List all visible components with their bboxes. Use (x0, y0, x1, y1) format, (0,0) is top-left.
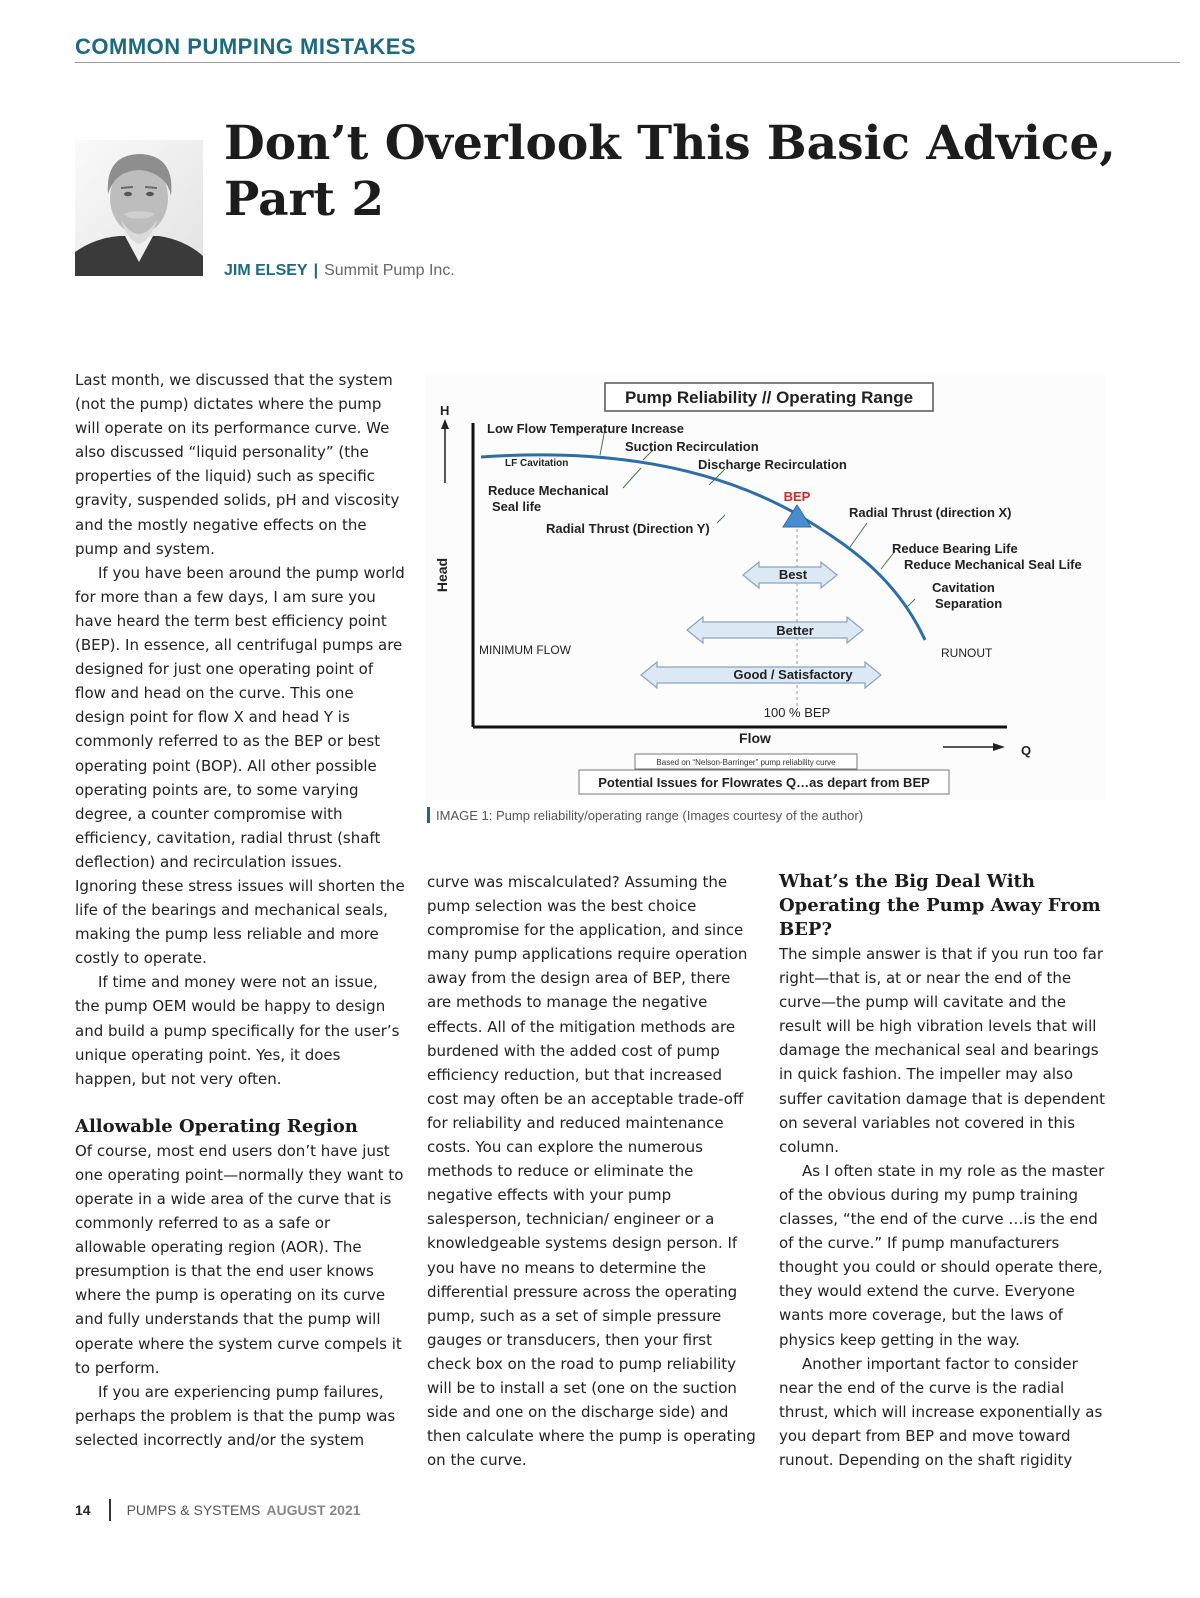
publication-name: PUMPS & SYSTEMS (126, 1502, 261, 1518)
paragraph: If you have been around the pump world for more than a few days, I am sure you have heard the term best efficiency point (BEP). In essence, all centrifugal pumps are designed for just one operating point of flow and head on the curve. This one design point for flow X and head Y is commonly referred to as the BEP or best operating point (BOP). All other possible operating points are, to some varying degree, a counter compromise with efficiency, cavitation, radial thrust (shaft deflection) and recirculation issues. Ignoring these stress issues will shorten the life of the bearings and mechanical seals, making the pump less reliable and more costly to operate. (75, 563, 405, 968)
bep-label: BEP (783, 489, 811, 504)
paragraph: Last month, we discussed that the system (not the pump) dictates where the pump will operate on its performance curve. We also discussed “liquid personality” (the properties of the liquid) such as specific gravity, suspended solids, pH and viscosity and the mostly negative effects on the pump and system. (75, 371, 400, 558)
figure-title: Pump Reliability // Operating Range (624, 388, 914, 407)
paragraph: If time and money were not an issue, the pump OEM would be happy to design and build a pump specifically for the user’s unique operating point. Yes, it does happen, but not very often. (75, 973, 400, 1088)
byline-separator: | (313, 262, 319, 279)
caption-prefix: IMAGE 1: (436, 808, 493, 823)
label-suction-recirc: Suction Recirculation (625, 439, 759, 454)
x-axis-letter: Q (1021, 743, 1032, 758)
y-axis-label: Head (434, 557, 450, 593)
label-minimum-flow: MINIMUM FLOW (479, 643, 571, 657)
author-company: Summit Pump Inc. (324, 262, 455, 279)
author-name: JIM ELSEY (224, 262, 308, 279)
caption-bar (427, 807, 430, 823)
page-footer (75, 1499, 361, 1521)
label-radial-thrust-y: Radial Thrust (Direction Y) (546, 521, 710, 536)
paragraph: If you are experiencing pump failures, perhaps the problem is that the pump was selected incorrectly and/or the system (75, 1382, 396, 1449)
text-column-3 (779, 870, 1109, 1472)
footer-divider (109, 1499, 111, 1521)
label-reduce-mech-seal-2: Seal life (492, 499, 542, 514)
y-axis-letter: H (440, 403, 450, 418)
article-title-line-1: Don’t Overlook This Basic Advice, (224, 116, 1116, 171)
section-label: COMMON PUMPING MISTAKES (75, 34, 417, 59)
caption-text: Pump reliability/operating range (Images courtesy of the author) (495, 808, 864, 823)
article-title (224, 116, 1124, 228)
page-number: 14 (75, 1502, 91, 1518)
author-photo (75, 140, 203, 276)
label-reduce-mech-seal-1: Reduce Mechanical (488, 483, 609, 498)
label-runout: RUNOUT (941, 646, 993, 660)
subheading-aor: Allowable Operating Region (75, 1115, 358, 1137)
label-separation: Separation (935, 596, 1003, 611)
section-divider (75, 62, 1180, 63)
label-reduce-mech-seal-life: Reduce Mechanical Seal Life (904, 557, 1082, 572)
paragraph: curve was miscalculated? Assuming the pump selection was the best choice compromise for the application, and since many pump applications require operation away from the design area of BEP, there are methods to manage the negative effects. All of the mitigation methods are burdened with the added cost of pump efficiency reduction, but that increased cost may often be an acceptable trade-off for reliability and reduced maintenance costs. You can explore the numerous methods to reduce or eliminate the negative effects with your pump salesperson, technician/ engineer or a knowledgeable systems design person. If you have no means to determine the differential pressure across the operating pump, such as a set of simple pressure gauges or transducers, then your first check box on the road to pump reliability will be to install a set (one on the suction side and one on the discharge side) and then calculate where the pump is operating on the curve. (427, 873, 756, 1470)
label-radial-thrust-x: Radial Thrust (direction X) (849, 505, 1012, 520)
label-low-flow-temp: Low Flow Temperature Increase (487, 421, 684, 436)
paragraph: As I often state in my role as the master of the obvious during my pump training classes, “the end of the curve …is the end of the curve.” If pump manufacturers thought you could or should operate there, they would extend the curve. Everyone wants more coverage, but the laws of physics keep getting in the way. (779, 1161, 1105, 1349)
text-column-2 (427, 870, 757, 1472)
label-cavitation: Cavitation (932, 580, 995, 595)
potential-issues-label: Potential Issues for Flowrates Q…as depart from BEP (598, 775, 930, 790)
paragraph: Of course, most end users don’t have just one operating point—normally they want to operate in a wide area of the curve that is commonly referred to as a safe or allowable operating region (AOR). The presumption is that the end user knows where the pump is operating on its curve and fully understands that the pump will operate where the system curve compels it to perform. (75, 1141, 404, 1377)
label-bep-100: 100 % BEP (763, 705, 831, 720)
label-discharge-recirc: Discharge Recirculation (698, 457, 847, 472)
x-axis-label: Flow (739, 730, 771, 746)
range-label-good: Good / Satisfactory (733, 667, 853, 682)
paragraph: Another important factor to consider near the end of the curve is the radial thrust, which will increase exponentially as you depart from BEP and move toward runout. Depending on the shaft rigidity (779, 1354, 1103, 1469)
label-reduce-bearing-life: Reduce Bearing Life (892, 541, 1018, 556)
range-label-best: Best (778, 567, 808, 582)
subheading-bep: What’s the Big Deal With Operating the Pump Away From BEP? (779, 871, 1101, 940)
range-label-better: Better (776, 623, 814, 638)
text-column-1 (75, 368, 405, 1452)
pump-reliability-figure (425, 375, 1105, 800)
article-title-line-2: Part 2 (224, 172, 385, 227)
paragraph: The simple answer is that if you run too far right—that is, at or near the end of the curve—the pump will cavitate and the result will be high vibration levels that will damage the mechanical seal and bearings in quick fashion. The impeller may also suffer cavitation damage that is dependent on several variables not covered in this column. (779, 945, 1106, 1156)
issue-date: AUGUST 2021 (266, 1502, 361, 1518)
label-lf-cavitation: LF Cavitation (505, 458, 569, 469)
source-note: Based on “Nelson-Barringer” pump reliability curve (656, 758, 836, 767)
figure-caption (427, 807, 863, 823)
byline (224, 262, 455, 280)
